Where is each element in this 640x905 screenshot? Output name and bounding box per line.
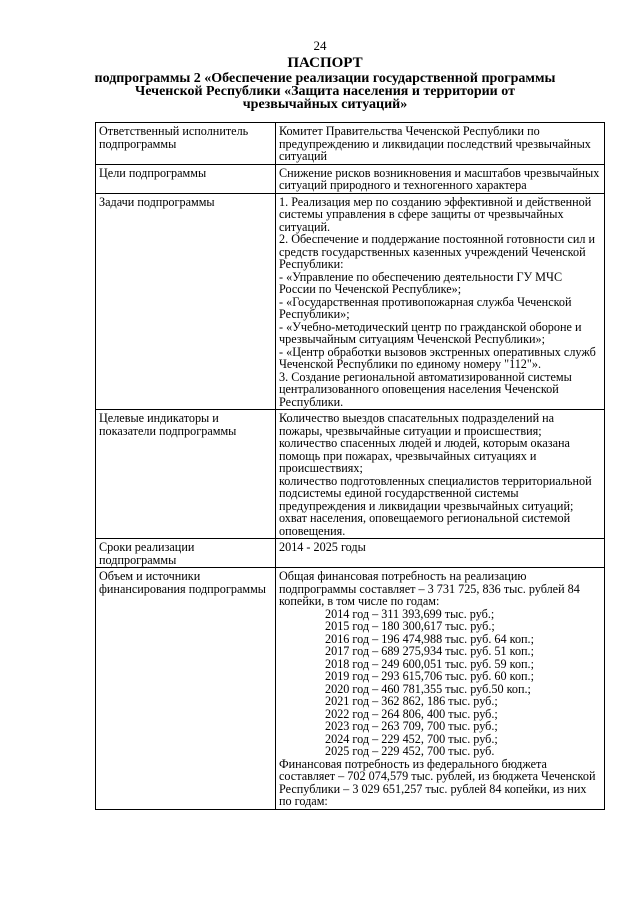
funding-year: 2021 год – 362 862, 186 тыс. руб.;	[325, 694, 498, 708]
task-item: - «Учебно-методический центр по гражданской обороне и чрезвычайным ситуациям Чеченской Республики»;	[279, 319, 582, 346]
funding-year: 2015 год – 180 300,617 тыс. руб.;	[325, 619, 495, 633]
funding-value	[276, 568, 605, 810]
passport-table	[95, 122, 605, 810]
indicators-value	[276, 410, 605, 539]
table-row-tasks	[96, 193, 605, 410]
page-number: 24	[313, 38, 327, 53]
funding-year: 2019 год – 293 615,706 тыс. руб. 60 коп.;	[325, 669, 534, 683]
task-item: 3. Создание региональной автоматизированной системы централизованного оповещения населения Чеченской Республики.	[279, 369, 572, 409]
funding-year: 2017 год – 689 275,934 тыс. руб. 51 коп.;	[325, 644, 534, 658]
funding-outro: Финансовая потребность из федерального бюджета составляет – 702 074,579 тыс. рублей, из бюджета Чеченской Республики – 3 029 651,257 тыс. рублей 84 копейки, из них по годам:	[279, 756, 596, 808]
goals-value: Снижение рисков возникновения и масштабов чрезвычайных ситуаций природного и техногенного характера	[276, 164, 605, 193]
funding-intro: Общая финансовая потребность на реализацию подпрограммы составляет – 3 731 725, 836 тыс. рублей 84 копейки, в том числе по годам:	[279, 569, 580, 608]
title-main: ПАСПОРТ	[287, 55, 363, 71]
indicator-item: охват населения, оповещаемого региональной системой оповещения.	[279, 511, 571, 538]
indicator-item: количество подготовленных специалистов территориальной подсистемы единой государственной системы предупреждения и ликвидации чрезвычайных ситуаций;	[279, 473, 592, 513]
goals-label: Цели подпрограммы	[96, 164, 276, 193]
funding-year: 2024 год – 229 452, 700 тыс. руб.;	[325, 731, 498, 746]
indicator-item: Количество выездов спасательных подразделений на пожары, чрезвычайные ситуации и происшествия;	[279, 411, 555, 438]
executor-value: Комитет Правительства Чеченской Республики по предупреждению и ликвидации последствий чрезвычайных ситуаций	[276, 123, 605, 165]
funding-label: Объем и источники финансирования подпрограммы	[96, 568, 276, 810]
funding-year: 2018 год – 249 600,051 тыс. руб. 59 коп.;	[325, 656, 534, 671]
task-item: - «Государственная противопожарная служба Чеченской Республики»;	[279, 294, 572, 321]
title-line-2: Чеченской Республики «Защита населения и территории от	[135, 84, 515, 99]
funding-year: 2023 год – 263 709, 700 тыс. руб.;	[325, 719, 498, 733]
table-row-indicators	[96, 410, 605, 539]
indicator-item: количество спасенных людей и людей, которым оказана помощь при пожарах, чрезвычайных ситуациях и происшествиях;	[279, 436, 570, 475]
tasks-label: Задачи подпрограммы	[96, 193, 276, 410]
table-row-timeline	[96, 539, 605, 568]
timeline-value: 2014 - 2025 годы	[276, 539, 605, 568]
title-line-3: чрезвычайных ситуаций»	[242, 97, 408, 112]
funding-year: 2025 год – 229 452, 700 тыс. руб.	[325, 744, 495, 758]
document-title	[60, 56, 590, 111]
task-item: 1. Реализация мер по созданию эффективной и действенной системы управления в сфере защиты от чрезвычайных ситуаций.	[279, 194, 592, 234]
table-row-funding	[96, 568, 605, 810]
funding-year: 2014 год – 311 393,699 тыс. руб.;	[325, 606, 495, 621]
indicators-label: Целевые индикаторы и показатели подпрограммы	[96, 410, 276, 539]
funding-year: 2022 год – 264 806, 400 тыс. руб.;	[325, 706, 498, 721]
timeline-label: Сроки реализации подпрограммы	[96, 539, 276, 568]
tasks-value	[276, 193, 605, 410]
table-row-executor	[96, 123, 605, 165]
task-item: - «Центр обработки вызовов экстренных оперативных служб Чеченской Республики по единому номеру "112"».	[279, 344, 596, 371]
title-line-1: подпрограммы 2 «Обеспечение реализации государственной программы	[94, 71, 556, 86]
funding-year: 2020 год – 460 781,355 тыс. руб.50 коп.;	[325, 681, 531, 696]
task-item: 2. Обеспечение и поддержание постоянной готовности сил и средств государственных казенных учреждений Чеченской Республики:	[279, 232, 596, 271]
funding-year: 2016 год – 196 474,988 тыс. руб. 64 коп.;	[325, 631, 534, 646]
task-item: - «Управление по обеспечению деятельности ГУ МЧС России по Чеченской Республике»;	[279, 269, 563, 296]
executor-label: Ответственный исполнитель подпрограммы	[96, 123, 276, 165]
table-row-goals	[96, 164, 605, 193]
